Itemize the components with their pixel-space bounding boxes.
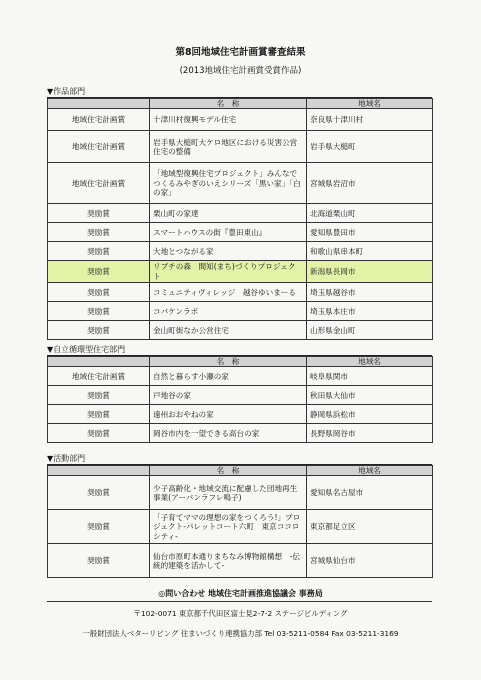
section-self-sufficient-housing (47, 344, 432, 443)
table-row (48, 405, 433, 424)
award-category: 奨励賞 (48, 223, 150, 242)
award-category: 奨励賞 (48, 204, 150, 223)
header-category (48, 357, 150, 367)
table-row (48, 386, 433, 405)
work-name: 遠州おおやねの家 (150, 405, 307, 424)
section-label: ▼自立循環型住宅部門 (47, 344, 432, 356)
work-name: 金山町街なか公営住宅 (150, 321, 307, 340)
work-name: 自然と暮らす小瀬の家 (150, 367, 307, 386)
region-name: 和歌山県串本町 (307, 242, 433, 261)
region-name: 埼玉県越谷市 (307, 283, 433, 302)
region-name: 静岡県浜松市 (307, 405, 433, 424)
work-name: 岡谷市内を一望できる高台の家 (150, 424, 307, 443)
table-row (48, 223, 433, 242)
header-name: 名 称 (150, 357, 307, 367)
page-title: 第8回地域住宅計画賞審査結果 (175, 47, 306, 58)
awards-table-works (47, 98, 433, 340)
work-name: 岩手県大槌町大ケロ地区における災害公営住宅の整備 (150, 131, 307, 163)
award-category: 奨励賞 (48, 405, 150, 424)
table-row-highlighted (48, 261, 433, 283)
table-row (48, 424, 433, 443)
region-name: 奈良県十津川村 (307, 109, 433, 131)
table-row (48, 476, 433, 510)
work-name: 栗山町の家達 (150, 204, 307, 223)
award-category: 地域住宅計画賞 (48, 367, 150, 386)
region-name: 東京都足立区 (307, 510, 433, 544)
award-category: 地域住宅計画賞 (48, 163, 150, 204)
table-row (48, 321, 433, 340)
work-name: コバケンラボ (150, 302, 307, 321)
contact-address: 〒102-0071 東京都千代田区富士見2-7-2 ステージビルディング (133, 609, 348, 618)
work-name: 戸地谷の家 (150, 386, 307, 405)
region-name: 愛知県名古屋市 (307, 476, 433, 510)
footer-divider (47, 601, 432, 602)
header-name: 名 称 (150, 99, 307, 109)
section-activities (47, 453, 432, 578)
table-row (48, 242, 433, 261)
work-name: 大地とつながる家 (150, 242, 307, 261)
award-category: 奨励賞 (48, 476, 150, 510)
table-header-row (48, 99, 433, 109)
award-category: 奨励賞 (48, 321, 150, 340)
region-name: 宮城県仙台市 (307, 544, 433, 578)
award-category: 地域住宅計画賞 (48, 109, 150, 131)
table-row (48, 510, 433, 544)
section-label: ▼活動部門 (47, 453, 432, 465)
work-name: 仙台市原町本通りまちなみ博物館構想 -伝統的建築を活かして- (150, 544, 307, 578)
region-name: 秋田県大仙市 (307, 386, 433, 405)
section-label: ▼作品部門 (47, 86, 432, 98)
table-row (48, 163, 433, 204)
award-category: 奨励賞 (48, 544, 150, 578)
award-category: 奨励賞 (48, 242, 150, 261)
award-category: 奨励賞 (48, 386, 150, 405)
table-row (48, 367, 433, 386)
awards-table-activities (47, 465, 433, 578)
awards-table-self-sufficient (47, 356, 433, 443)
table-row (48, 544, 433, 578)
table-row (48, 109, 433, 131)
section-works (47, 86, 432, 340)
work-name: 少子高齢化・地域交流に配慮した団地再生事業(アーバンラフレ鳴子) (150, 476, 307, 510)
work-name: スマートハウスの街『豊田東山』 (150, 223, 307, 242)
header-region: 地域名 (307, 466, 433, 476)
award-category: 奨励賞 (48, 424, 150, 443)
header-category (48, 99, 150, 109)
work-name: 十津川村復興モデル住宅 (150, 109, 307, 131)
region-name: 宮城県岩沼市 (307, 163, 433, 204)
page-subtitle: (2013地域住宅計画賞受賞作品) (179, 66, 302, 76)
header-region: 地域名 (307, 357, 433, 367)
award-category: 奨励賞 (48, 283, 150, 302)
table-row (48, 131, 433, 163)
contact-organization: 一般財団法人ベターリビング 住まいづくり連携協力部 Tel 03-5211-0584 Fax 03-5211-3169 (82, 629, 399, 638)
table-row (48, 204, 433, 223)
work-name: 「地域型復興住宅プロジェクト」みんなでつくるみやぎのいえシリーズ「黒い家」「白の家」 (150, 163, 307, 204)
table-header-row (48, 466, 433, 476)
header-category (48, 466, 150, 476)
region-name: 埼玉県本庄市 (307, 302, 433, 321)
region-name: 新潟県長岡市 (307, 261, 433, 283)
work-name: 「子育てママの理想の家をつくろう!」プロジェクト-パレットコート六町 東京ココロシティ- (150, 510, 307, 544)
work-name: リブチの森 間知(まち)づくりプロジェクト (150, 261, 307, 283)
region-name: 愛知県豊田市 (307, 223, 433, 242)
contact-heading: ◎問い合わせ 地域住宅計画推進協議会 事務局 (158, 589, 323, 598)
region-name: 岐阜県関市 (307, 367, 433, 386)
award-category: 地域住宅計画賞 (48, 131, 150, 163)
header-region: 地域名 (307, 99, 433, 109)
award-category: 奨励賞 (48, 261, 150, 283)
region-name: 長野県岡谷市 (307, 424, 433, 443)
region-name: 山形県金山町 (307, 321, 433, 340)
region-name: 岩手県大槌町 (307, 131, 433, 163)
table-row (48, 302, 433, 321)
header-name: 名 称 (150, 466, 307, 476)
table-header-row (48, 357, 433, 367)
award-category: 奨励賞 (48, 510, 150, 544)
work-name: コミュニティヴィレッジ 越谷ゆいまーる (150, 283, 307, 302)
table-row (48, 283, 433, 302)
region-name: 北海道栗山町 (307, 204, 433, 223)
award-category: 奨励賞 (48, 302, 150, 321)
